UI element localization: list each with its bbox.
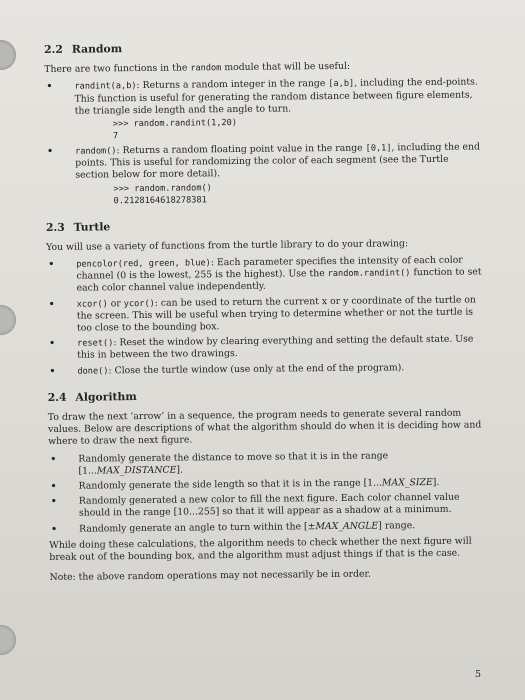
bullet-icon: • — [47, 145, 54, 157]
page-number: 5 — [474, 669, 481, 680]
section-random — [44, 39, 486, 207]
section-turtle — [46, 217, 488, 378]
binder-hole — [0, 625, 16, 655]
section-number: 2.2 — [43, 42, 63, 56]
section-number: 2.3 — [45, 220, 65, 234]
section-title: Algorithm — [75, 389, 137, 404]
list-item: • Randomly generated a new color to fill the next figure. Each color channel value should in the range [10...255] so that it will appear as a shadow at a minimum. — [50, 491, 460, 520]
page-content — [44, 39, 490, 598]
section-number: 2.4 — [47, 390, 67, 404]
bullet-icon: • — [49, 365, 56, 377]
bullet-list — [46, 254, 487, 377]
bullet-icon: • — [50, 480, 57, 493]
section-algorithm — [48, 387, 490, 584]
list-item: • done(): Close the turtle window (use only at the end of the program). — [49, 361, 405, 377]
section-title: Random — [71, 42, 123, 56]
bullet-icon: • — [51, 523, 58, 535]
code-example: >>> random.random() 0.2128164618278381 — [113, 182, 212, 206]
bullet-icon: • — [48, 298, 55, 310]
bullet-icon: • — [46, 81, 53, 93]
section-intro: You will use a variety of functions from the turtle library to do your drawing: — [46, 238, 409, 253]
bullet-icon: • — [49, 338, 56, 350]
binder-hole — [0, 305, 16, 335]
list-item: • xcor() or ycor(): can be used to return the current x or y coordinate of the turtle on the screen. This will be useful when trying to determine whether or not the turtle is too close to the bounding box. — [48, 294, 476, 334]
list-item: • reset(): Reset the window by clearing everything and setting the default state. Use this in between the two drawings. — [49, 333, 474, 362]
code-example: >>> random.randint(1,20) 7 — [112, 117, 238, 142]
body-paragraph: While doing these calculations, the algorithm needs to check whether the next figure will break out of the bounding box, and the algorithm must adjust things if that is the case. — [49, 535, 472, 564]
list-item: • random(): Returns a random floating point value in the range [0,1], including the end points. This is useful for randomizing the color of each segment (see the Turtle section below for more detail). >>> random.random() 0.2128164618278381 — [45, 141, 486, 207]
section-heading — [48, 387, 488, 404]
note-text: Note: the above random operations may not necessarily be in order. — [49, 568, 371, 584]
section-heading — [44, 39, 484, 56]
binder-hole — [0, 40, 16, 70]
bullet-icon: • — [48, 258, 55, 270]
bullet-list — [44, 77, 485, 208]
section-heading — [46, 217, 486, 234]
bullet-icon: • — [50, 453, 57, 465]
bullet-icon: • — [50, 496, 57, 508]
bullet-list — [48, 449, 489, 536]
list-item: • Randomly generate an angle to turn within the [±MAX_ANGLE] range. — [51, 519, 416, 535]
section-title: Turtle — [73, 219, 111, 234]
section-intro: There are two functions in the random module that will be useful: — [44, 60, 351, 76]
section-intro: To draw the next ‘arrow’ in a sequence, the program needs to generate several random values. Below are descriptions of what the algorithm should do when it is deciding how and where to draw the next figure. — [47, 407, 482, 448]
list-item: • Randomly generate the side length so that it is in the range [1...MAX_SIZE]. — [50, 476, 440, 493]
list-item: • pencolor(red, green, blue): Each parameter specifies the intensity of each color channel (0 is the lowest, 255 is the highest). Use the random.randint() function to set each color channel value independently. — [48, 254, 482, 295]
list-item: • randint(a,b): Returns a random integer in the range [a,b], including the end-points. This function is useful for generating the random distance between figure elements, the triangle side length and the angle to turn. >>> random.randint(1,20) 7 — [44, 77, 485, 143]
list-item: • Randomly generate the distance to move so that it is in the range [1...MAX_DISTANCE]. — [50, 450, 389, 477]
